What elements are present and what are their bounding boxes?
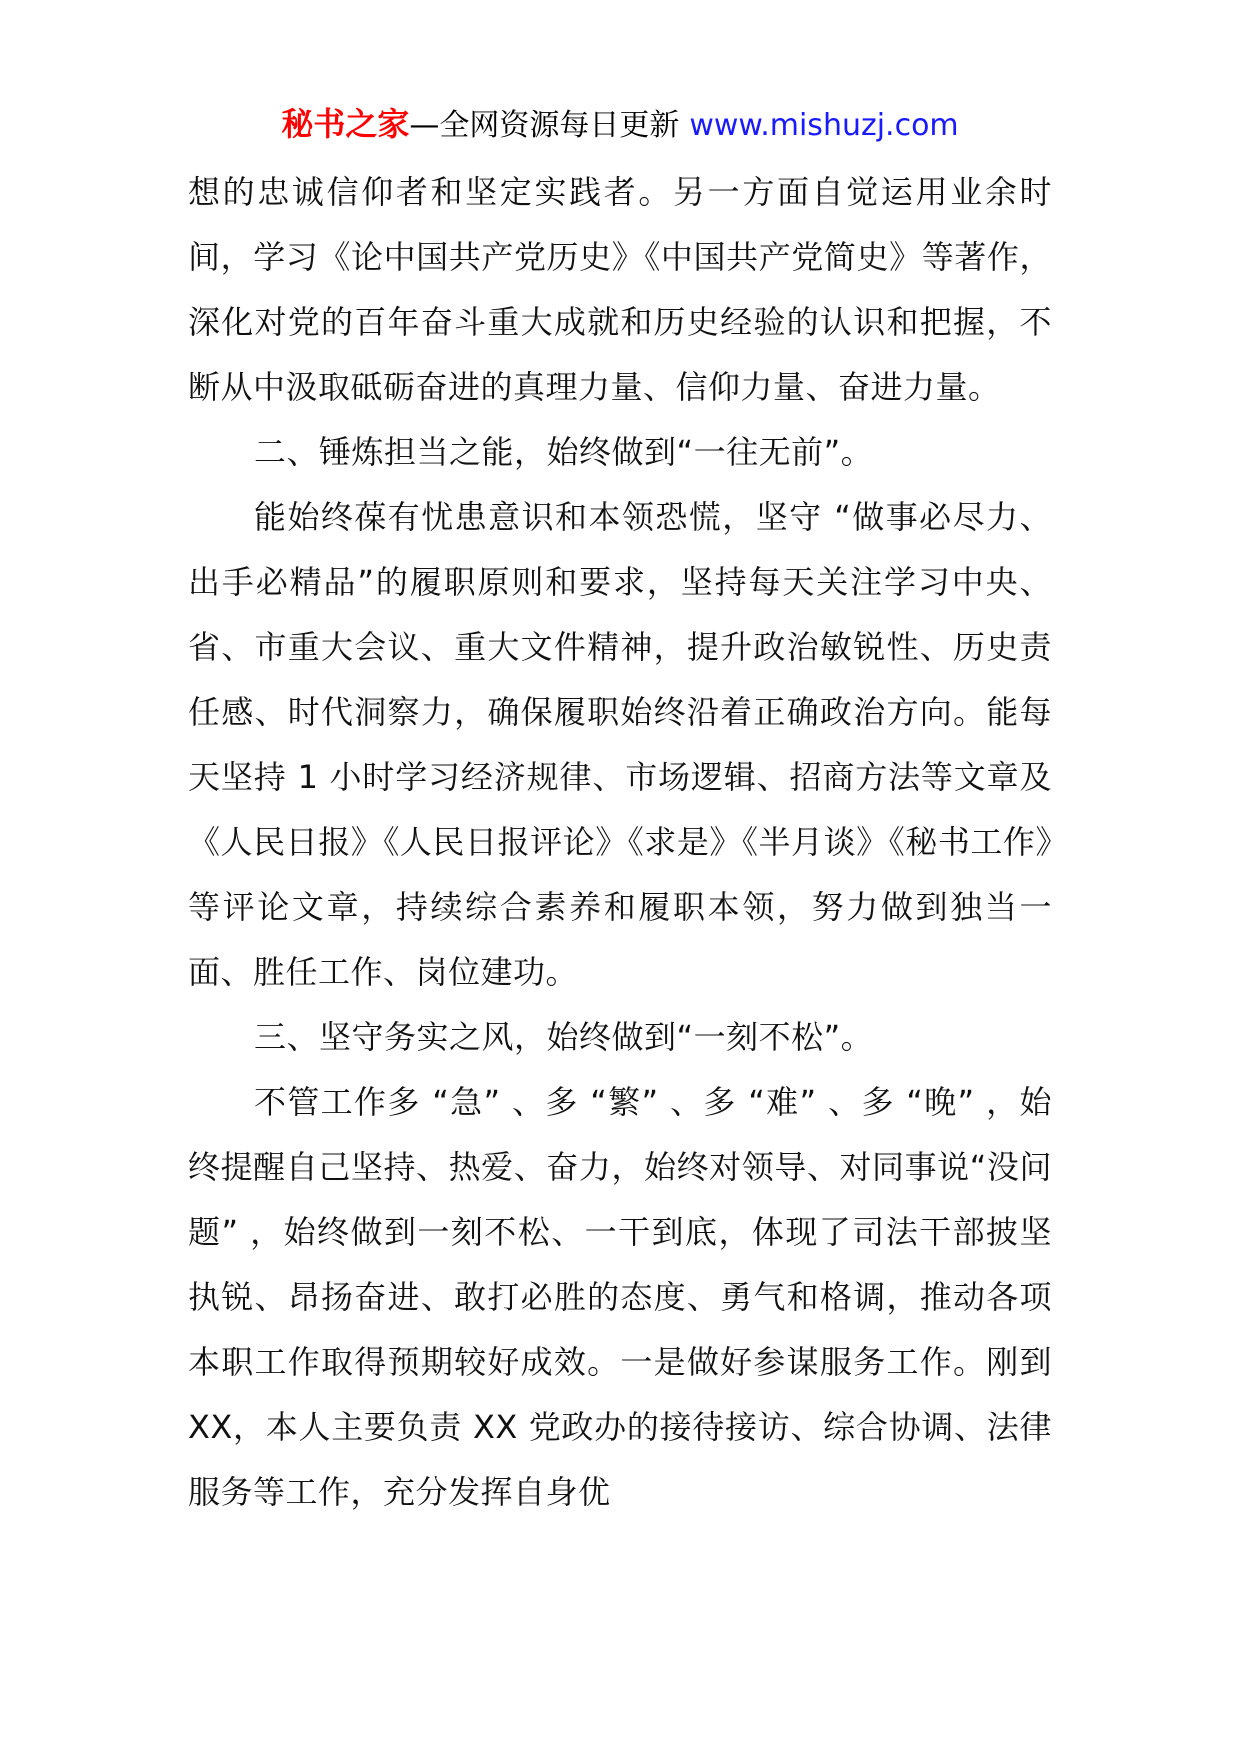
- paragraph-section-2: 能始终葆有忧患意识和本领恐慌，坚守 “做事必尽力、出手必精品”的履职原则和要求，坚持每天关注学习中央、省、市重大会议、重大文件精神，提升政治敏锐性、历史责任感、时代洞察力，确保履职始终沿着正确政治方向。能每天坚持 1 小时学习经济规律、市场逻辑、招商方法等文章及《人民日报》《人民日报评论》《求是》《半月谈》《秘书工作》等评论文章，持续综合素养和履职本领，努力做到独当一面、胜任工作、岗位建功。: [188, 498, 1052, 991]
- document-body: [188, 160, 1052, 1525]
- section-heading-2: 二、锤炼担当之能，始终做到“一往无前”。: [254, 433, 874, 471]
- brand-name: 秘书之家: [281, 105, 410, 143]
- section-heading-3: 三、坚守务实之风，始终做到“一刻不松”。: [254, 1018, 874, 1056]
- header-slogan: —全网资源每日更新: [409, 108, 680, 143]
- page-header: [0, 104, 1240, 146]
- paragraph-section-3: 不管工作多 “急” 、多 “繁” 、多 “难” 、多 “晚” ，始终提醒自己坚持、热爱、奋力，始终对领导、对同事说“没问题” ，始终做到一刻不松、一干到底，体现了司法干部披坚执锐、昂扬奋进、敢打必胜的态度、勇气和格调，推动各项本职工作取得预期较好成效。一是做好参谋服务工作。刚到 XX，本人主要负责 XX 党政办的接待接访、综合协调、法律服务等工作，充分发挥自身优: [188, 1083, 1052, 1511]
- paragraph-continuation: 想的忠诚信仰者和坚定实践者。另一方面自觉运用业余时间，学习《论中国共产党历史》《中国共产党简史》等著作，深化对党的百年奋斗重大成就和历史经验的认识和把握，不断从中汲取砥砺奋进的真理力量、信仰力量、奋进力量。: [188, 173, 1052, 406]
- header-url-link[interactable]: www.mishuzj.com: [689, 108, 959, 143]
